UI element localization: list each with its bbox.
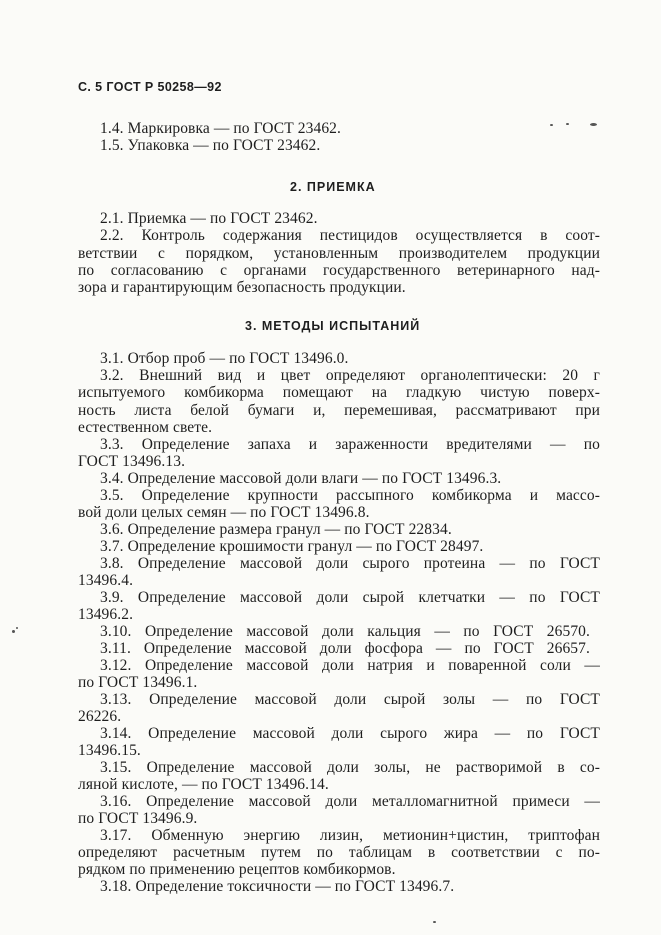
paragraph-2-2-line: 2.2. Контроль содержания пестицидов осуществляется в соот- xyxy=(100,227,600,244)
paragraph-3-3-line: ГОСТ 13496.13. xyxy=(78,453,186,470)
paragraph-3-6: 3.6. Определение размера гранул — по ГОСТ 22834. xyxy=(100,521,452,538)
paragraph-3-14-line: 13496.15. xyxy=(78,742,141,759)
page-header: С. 5 ГОСТ Р 50258—92 xyxy=(78,80,222,94)
paragraph-3-2-line: ность листа белой бумаги и, перемешивая, рассматривают при xyxy=(78,402,600,419)
paragraph-3-17-line: определяют расчетным путем по таблицам в соответствии с по- xyxy=(78,844,600,861)
paragraph-3-12-line: по ГОСТ 13496.1. xyxy=(78,674,198,691)
paragraph-3-5-line: 3.5. Определение крупности рассыпного комбикорма и массо- xyxy=(100,487,600,504)
scan-speck xyxy=(590,123,597,126)
paragraph-3-16-line: 3.16. Определение массовой доли металломагнитной примеси — xyxy=(100,793,600,810)
paragraph-3-8-line: 3.8. Определение массовой доли сырого протеина — по ГОСТ xyxy=(100,555,600,572)
paragraph-3-2-line: 3.2. Внешний вид и цвет определяют органолептически: 20 г xyxy=(100,367,600,384)
paragraph-3-10: 3.10. Определение массовой доли кальция — по ГОСТ 26570. xyxy=(100,623,590,640)
paragraph-3-3-line: 3.3. Определение запаха и зараженности вредителями — по xyxy=(100,436,600,453)
paragraph-3-15-line: 3.15. Определение массовой доли золы, не растворимой в со- xyxy=(100,759,600,776)
paragraph-3-16-line: по ГОСТ 13496.9. xyxy=(78,810,198,827)
paragraph-2-2-line: по согласованию с органами государственного ветеринарного над- xyxy=(78,262,600,279)
paragraph-2-1: 2.1. Приемка — по ГОСТ 23462. xyxy=(100,210,318,227)
paragraph-3-7: 3.7. Определение крошимости гранул — по ГОСТ 28497. xyxy=(100,538,484,555)
section-2-title: 2. ПРИЕМКА xyxy=(290,180,376,194)
paragraph-3-2-line: естественном свете. xyxy=(78,419,213,436)
scan-speck xyxy=(12,630,15,633)
paragraph-3-17-line: 3.17. Обменную энергию лизин, метионин+цистин, триптофан xyxy=(100,827,600,844)
paragraph-3-9-line: 13496.2. xyxy=(78,606,134,623)
paragraph-3-11: 3.11. Определение массовой доли фосфора — по ГОСТ 26657. xyxy=(100,640,590,657)
scan-speck xyxy=(550,124,553,126)
paragraph-3-17-line: рядком по применению рецептов комбикормов. xyxy=(78,861,396,878)
scan-speck xyxy=(16,627,18,629)
paragraph-3-14-line: 3.14. Определение массовой доли сырого жира — по ГОСТ xyxy=(100,725,600,742)
scan-speck xyxy=(433,921,436,923)
paragraph-3-18: 3.18. Определение токсичности — по ГОСТ 13496.7. xyxy=(100,878,455,895)
paragraph-1-4: 1.4. Маркировка — по ГОСТ 23462. xyxy=(100,120,341,137)
paragraph-3-2-line: испытуемого комбикорма помещают на гладкую чистую поверх- xyxy=(78,384,600,401)
paragraph-3-4: 3.4. Определение массовой доли влаги — по ГОСТ 13496.3. xyxy=(100,470,502,487)
paragraph-3-12-line: 3.12. Определение массовой доли натрия и поваренной соли — xyxy=(100,657,600,674)
paragraph-2-2-line: ветствии с порядком, установленным производителем продукции xyxy=(78,245,600,262)
section-3-title: 3. МЕТОДЫ ИСПЫТАНИЙ xyxy=(245,319,421,333)
paragraph-3-13-line: 3.13. Определение массовой доли сырой золы — по ГОСТ xyxy=(100,691,600,708)
paragraph-3-5-line: вой доли целых семян — по ГОСТ 13496.8. xyxy=(78,504,370,521)
paragraph-2-2-line: зора и гарантирующим безопасность продукции. xyxy=(78,279,406,296)
paragraph-3-13-line: 26226. xyxy=(78,708,122,725)
paragraph-3-15-line: ляной кислоте, — по ГОСТ 13496.14. xyxy=(78,776,329,793)
paragraph-3-8-line: 13496.4. xyxy=(78,572,134,589)
paragraph-1-5: 1.5. Упаковка — по ГОСТ 23462. xyxy=(100,137,321,154)
paragraph-3-9-line: 3.9. Определение массовой доли сырой клетчатки — по ГОСТ xyxy=(100,589,600,606)
paragraph-3-1: 3.1. Отбор проб — по ГОСТ 13496.0. xyxy=(100,350,349,367)
scan-speck xyxy=(566,123,569,125)
